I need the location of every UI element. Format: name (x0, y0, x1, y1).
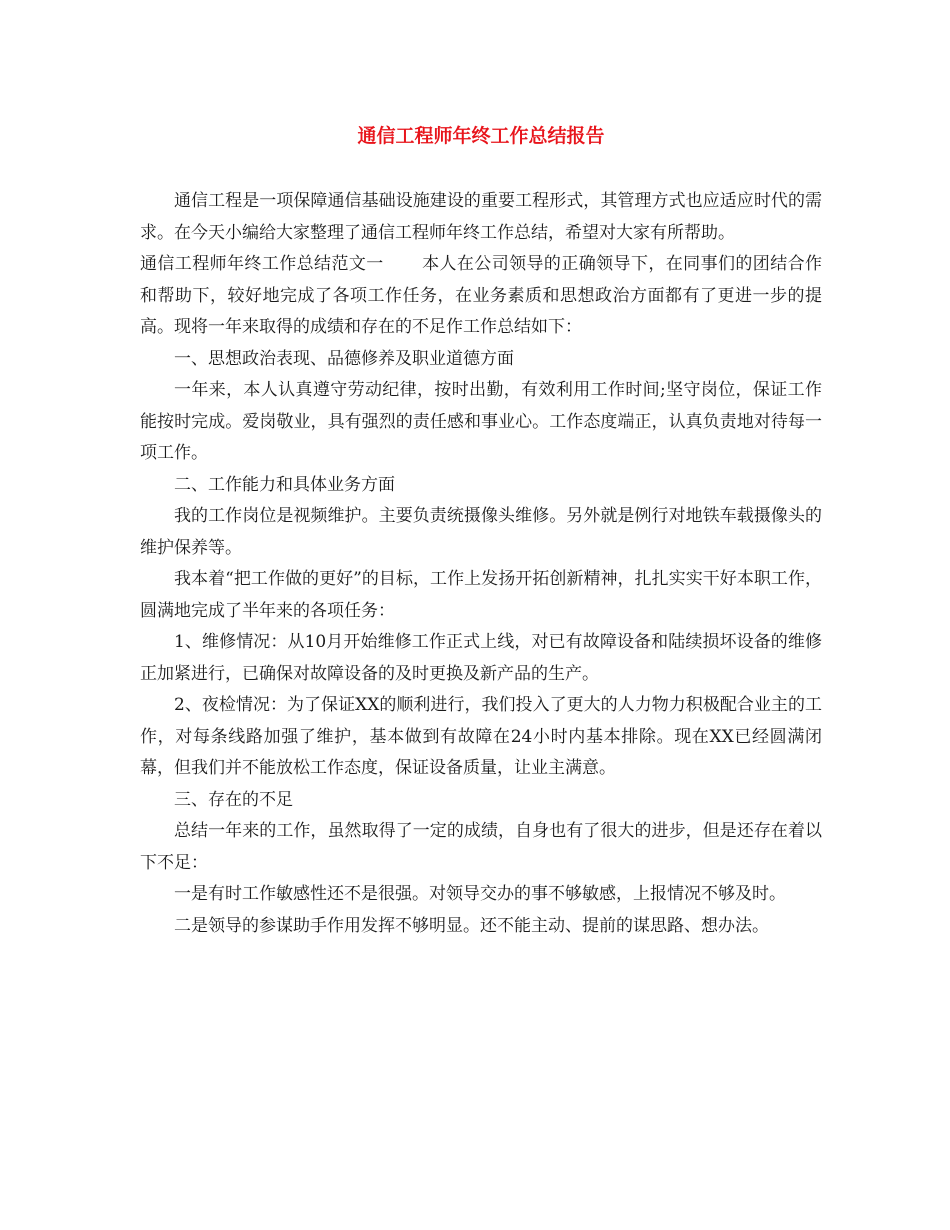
section3-paragraph: 总结一年来的工作，虽然取得了一定的成绩，自身也有了很大的进步，但是还存在着以下不足： (140, 821, 822, 873)
shortcoming-2: 二是领导的参谋助手作用发挥不够明显。还不能主动、提前的谋思路、想办法。 (174, 915, 769, 936)
document-page (140, 0, 822, 1230)
section3-heading: 三、存在的不足 (174, 789, 293, 810)
section2-heading: 二、工作能力和具体业务方面 (174, 474, 395, 495)
document-title: 通信工程师年终工作总结报告 (357, 125, 605, 147)
section1-paragraph: 一年来，本人认真遵守劳动纪律，按时出勤，有效利用工作时间;坚守岗位，保证工作能按时完成。爱岗敬业，具有强烈的责任感和事业心。工作态度端正，认真负责地对待每一项工作。 (140, 380, 822, 463)
section1-heading: 一、思想政治表现、品德修养及职业道德方面 (174, 348, 514, 369)
item-1: 1、维修情况：从10月开始维修工作正式上线，对已有故障设备和陆续损坏设备的维修正加紧进行，已确保对故障设备的及时更换及新产品的生产。 (140, 632, 822, 684)
sample-lead: 本人在公司领导的正确领导下，在同事们的团结合作和帮助下，较好地完成了各项工作任务，在业务素质和思想政治方面都有了更进一步的提高。现将一年来取得的成绩和存在的不足作工作总结如下： (140, 254, 823, 337)
sample-paragraph (140, 249, 822, 344)
section2-paragraph-1: 我的工作岗位是视频维护。主要负责统摄像头维修。另外就是例行对地铁车载摄像头的维护保养等。 (140, 506, 822, 558)
document-body (140, 186, 822, 942)
shortcoming-1: 一是有时工作敏感性还不是很强。对领导交办的事不够敏感，上报情况不够及时。 (174, 884, 786, 904)
intro-paragraph: 通信工程是一项保障通信基础设施建设的重要工程形式，其管理方式也应适应时代的需求。在今天小编给大家整理了通信工程师年终工作总结，希望对大家有所帮助。 (140, 191, 822, 243)
sample-label: 通信工程师年终工作总结范文一 (140, 254, 384, 274)
section2-paragraph-2: 我本着“把工作做的更好”的目标，工作上发扬开拓创新精神，扎扎实实干好本职工作，圆满地完成了半年来的各项任务： (140, 569, 822, 621)
item-2: 2、夜检情况：为了保证XX的顺利进行，我们投入了更大的人力物力积极配合业主的工作，对每条线路加强了维护，基本做到有故障在24小时内基本排除。现在XX已经圆满闭幕，但我们并不能放松工作态度，保证设备质量，让业主满意。 (140, 695, 822, 778)
